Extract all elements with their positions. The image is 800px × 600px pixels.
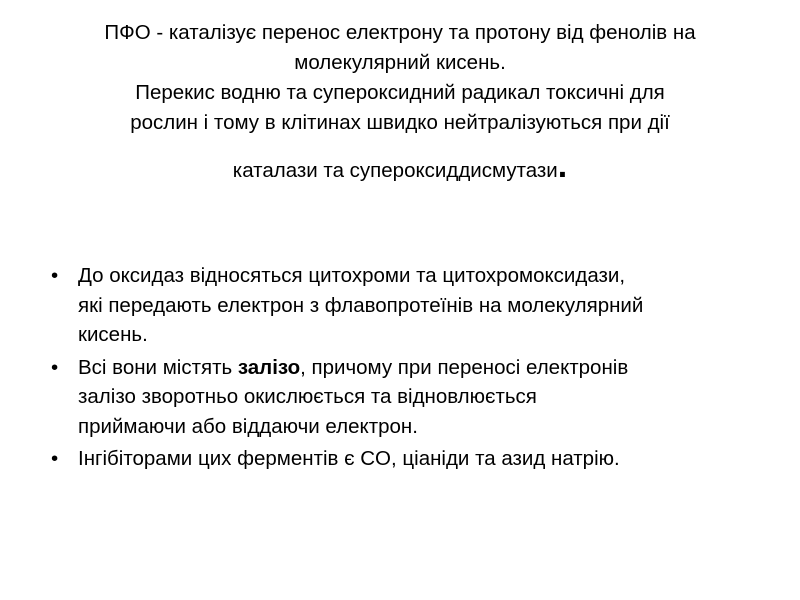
bullet-item-inhibitors	[48, 444, 768, 474]
slide-heading	[40, 18, 760, 186]
heading-line-5: каталази та супероксиддисмутази	[232, 159, 558, 182]
bullet-1-line-1: До оксидаз відносяться цитохроми та цитохромоксидази,	[78, 264, 626, 287]
heading-line-1: ПФО - каталізує перенос електрону та протону від фенолів на	[104, 21, 696, 44]
bullet-marker: •	[51, 355, 59, 379]
bullet-2-bold-iron: залізо	[237, 355, 301, 379]
bullet-item-oxidases	[48, 261, 768, 350]
bullet-2-after: , причому при переносі електронів	[300, 355, 629, 379]
bullet-2-line-3: приймаючи або віддаючи електрон.	[78, 414, 418, 438]
heading-line-3: Перекис водню та супероксидний радикал токсичні для	[135, 81, 665, 104]
bullet-list	[48, 261, 768, 477]
heading-line-2: молекулярний кисень.	[294, 51, 506, 74]
bullet-2-line-2: залізо зворотньо окислюється та відновлюється	[78, 385, 537, 408]
bullet-1-line-2: які передають електрон з флавопротеїнів на молекулярний	[78, 293, 644, 317]
bullet-item-iron	[48, 353, 768, 442]
bullet-2-before: Всі вони містять	[78, 355, 238, 379]
heading-final-period: .	[557, 147, 568, 185]
bullet-1-line-3: кисень.	[78, 323, 148, 346]
bullet-marker: •	[51, 447, 59, 470]
bullet-3-text: Інгібіторами цих ферментів є CO, ціаніди та азид натрію.	[78, 447, 620, 470]
heading-line-4: рослин і тому в клітинах швидко нейтралізуються при дії	[130, 111, 670, 134]
bullet-marker: •	[51, 264, 59, 287]
heading-line-5-wrapper	[40, 147, 760, 186]
